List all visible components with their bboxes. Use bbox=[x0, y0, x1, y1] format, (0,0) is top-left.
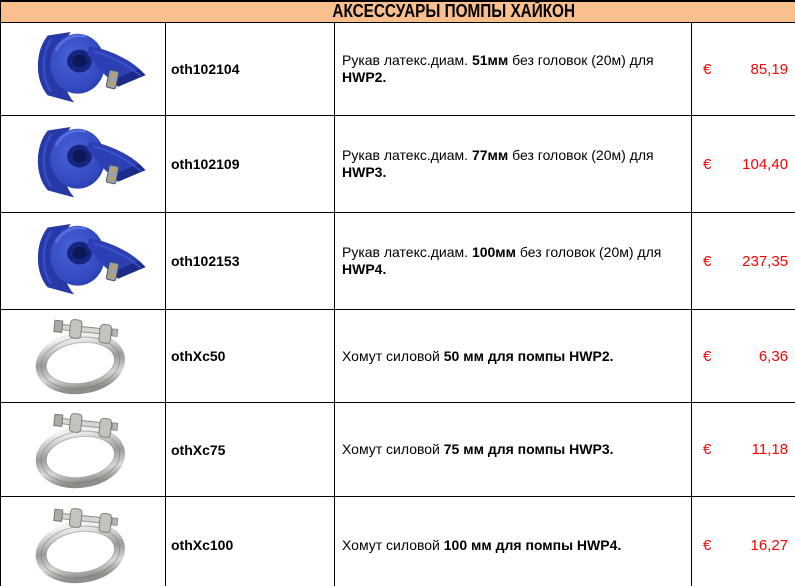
description-part: Рукав латекс.диам. bbox=[342, 244, 472, 260]
table-row bbox=[1, 213, 795, 310]
description-part: Хомут силовой bbox=[342, 536, 444, 553]
price-wrapper bbox=[692, 441, 795, 458]
description-part: без головок (20м) для bbox=[508, 147, 654, 163]
table-title-cell bbox=[1, 1, 795, 23]
currency-symbol: € bbox=[703, 60, 712, 78]
product-code: othXc50 bbox=[166, 310, 335, 403]
description-part: без головок (20м) для bbox=[508, 52, 654, 68]
price-wrapper bbox=[692, 253, 795, 270]
description-bold-part: 100мм bbox=[471, 244, 517, 260]
description-bold-part: 50 мм для помпы HWP2. bbox=[443, 347, 614, 364]
product-description bbox=[335, 497, 692, 586]
hose-clamp-image bbox=[8, 406, 158, 494]
product-price bbox=[692, 497, 795, 586]
layflat-hose-image bbox=[8, 217, 158, 305]
description-bold-part: HWP2. bbox=[342, 69, 387, 85]
price-value: 237,35 bbox=[742, 252, 789, 270]
product-description bbox=[335, 213, 692, 310]
product-image-cell bbox=[1, 310, 166, 403]
description-bold-part: 77мм bbox=[471, 147, 509, 163]
product-image-cell bbox=[1, 403, 166, 497]
description-part: без головок (20м) для bbox=[516, 244, 662, 260]
description-part: Хомут силовой bbox=[342, 441, 444, 457]
product-image-cell bbox=[1, 497, 166, 586]
currency-symbol: € bbox=[703, 536, 712, 554]
description-bold-part: 75 мм для помпы HWP3. bbox=[443, 441, 614, 457]
table-row bbox=[1, 116, 795, 213]
product-code: othXc100 bbox=[166, 497, 335, 586]
product-price bbox=[692, 116, 795, 213]
description-part: Рукав латекс.диам. bbox=[342, 147, 472, 163]
currency-symbol: € bbox=[703, 155, 712, 173]
hose-clamp-image bbox=[8, 312, 158, 400]
currency-symbol: € bbox=[703, 347, 712, 365]
product-description bbox=[335, 310, 692, 403]
product-code: oth102104 bbox=[166, 23, 335, 116]
description-bold-part: HWP3. bbox=[342, 164, 387, 180]
table-row bbox=[1, 497, 795, 586]
price-wrapper bbox=[692, 348, 795, 365]
product-price bbox=[692, 403, 795, 497]
product-price bbox=[692, 213, 795, 310]
table-row bbox=[1, 310, 795, 403]
currency-symbol: € bbox=[703, 252, 712, 270]
product-description bbox=[335, 23, 692, 116]
product-price bbox=[692, 23, 795, 116]
price-value: 16,27 bbox=[750, 536, 789, 554]
product-code: oth102153 bbox=[166, 213, 335, 310]
price-wrapper bbox=[692, 156, 795, 173]
description-part: Рукав латекс.диам. bbox=[342, 52, 472, 68]
product-code: oth102109 bbox=[166, 116, 335, 213]
price-value: 11,18 bbox=[751, 441, 789, 458]
description-part: Хомут силовой bbox=[342, 347, 444, 364]
table-row bbox=[1, 23, 795, 116]
description-bold-part: 51мм bbox=[471, 52, 509, 68]
layflat-hose-image bbox=[8, 25, 158, 113]
price-value: 104,40 bbox=[742, 155, 789, 173]
table-header-row bbox=[1, 1, 795, 23]
description-bold-part: 100 мм для помпы HWP4. bbox=[443, 536, 622, 553]
price-wrapper bbox=[692, 61, 795, 78]
product-description bbox=[335, 403, 692, 497]
layflat-hose-image bbox=[8, 120, 158, 208]
hose-clamp-image bbox=[8, 501, 158, 586]
price-table-body bbox=[1, 23, 795, 586]
product-image-cell bbox=[1, 23, 166, 116]
price-value: 85,19 bbox=[750, 60, 789, 78]
description-bold-part: HWP4. bbox=[342, 261, 387, 277]
page-title: АКСЕССУАРЫ ПОМПЫ ХАЙКОН bbox=[332, 1, 576, 21]
table-row bbox=[1, 403, 795, 497]
product-image-cell bbox=[1, 116, 166, 213]
currency-symbol: € bbox=[703, 441, 712, 458]
product-image-cell bbox=[1, 213, 166, 310]
product-description bbox=[335, 116, 692, 213]
product-price bbox=[692, 310, 795, 403]
price-value: 6,36 bbox=[758, 347, 789, 365]
price-wrapper bbox=[692, 537, 795, 554]
product-code: othXc75 bbox=[166, 403, 335, 497]
